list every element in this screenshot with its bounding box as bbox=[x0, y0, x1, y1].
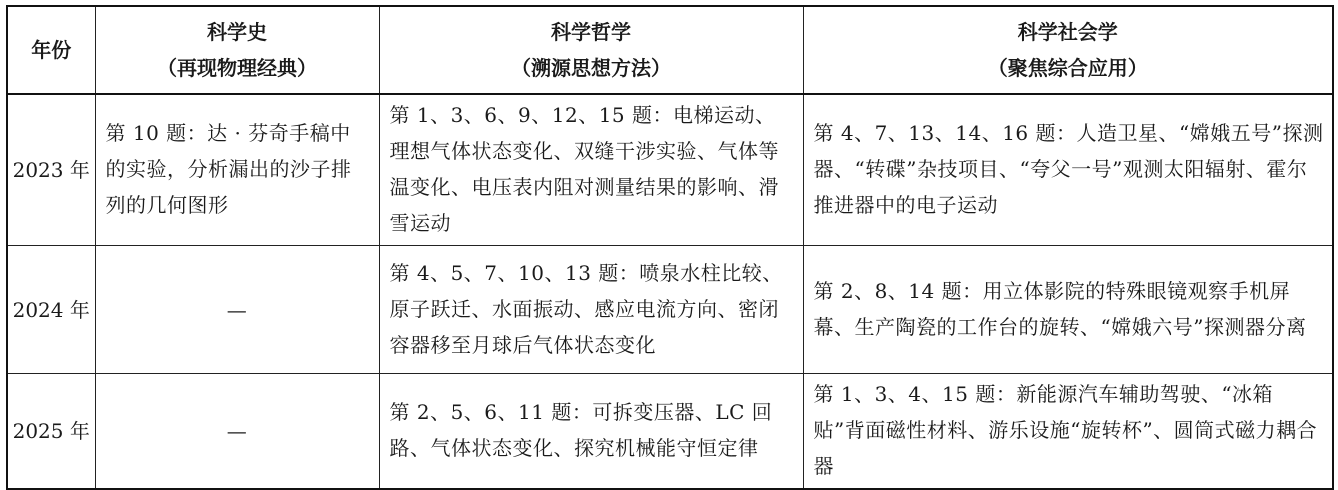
header-history-subtitle: （再现物理经典） bbox=[157, 56, 317, 80]
header-philosophy bbox=[379, 6, 803, 94]
header-philosophy-subtitle: （溯源思想方法） bbox=[511, 56, 671, 80]
philosophy-cell: 第 2、5、6、11 题：可拆变压器、LC 回路、气体状态变化、探究机械能守恒定律 bbox=[379, 374, 803, 490]
year-cell: 2024 年 bbox=[7, 246, 95, 374]
philosophy-cell: 第 1、3、6、9、12、15 题：电梯运动、理想气体状态变化、双缝干涉实验、气体等温变化、电压表内阻对测量结果的影响、滑雪运动 bbox=[379, 94, 803, 246]
header-sociology-title: 科学社会学 bbox=[1017, 20, 1118, 44]
year-cell: 2023 年 bbox=[7, 94, 95, 246]
table-row bbox=[7, 374, 1333, 490]
history-cell: — bbox=[95, 246, 379, 374]
exam-topics-table bbox=[6, 5, 1334, 490]
sociology-cell: 第 1、3、4、15 题：新能源汽车辅助驾驶、“冰箱贴”背面磁性材料、游乐设施“旋转杯”、圆筒式磁力耦合器 bbox=[803, 374, 1333, 490]
header-sociology bbox=[803, 6, 1333, 94]
header-history bbox=[95, 6, 379, 94]
history-cell: 第 10 题：达 · 芬奇手稿中的实验，分析漏出的沙子排列的几何图形 bbox=[95, 94, 379, 246]
philosophy-cell: 第 4、5、7、10、13 题：喷泉水柱比较、原子跃迁、水面振动、感应电流方向、密闭容器移至月球后气体状态变化 bbox=[379, 246, 803, 374]
sociology-cell: 第 4、7、13、14、16 题：人造卫星、“嫦娥五号”探测器、“转碟”杂技项目、“夸父一号”观测太阳辐射、霍尔推进器中的电子运动 bbox=[803, 94, 1333, 246]
year-cell: 2025 年 bbox=[7, 374, 95, 490]
header-history-title: 科学史 bbox=[207, 20, 267, 44]
history-cell: — bbox=[95, 374, 379, 490]
header-philosophy-title: 科学哲学 bbox=[551, 20, 631, 44]
table-row bbox=[7, 94, 1333, 246]
table-row bbox=[7, 246, 1333, 374]
header-sociology-subtitle: （聚焦综合应用） bbox=[987, 56, 1148, 80]
sociology-cell: 第 2、8、14 题：用立体影院的特殊眼镜观察手机屏幕、生产陶瓷的工作台的旋转、“嫦娥六号”探测器分离 bbox=[803, 246, 1333, 374]
header-year: 年份 bbox=[7, 6, 95, 94]
header-row bbox=[7, 6, 1333, 94]
